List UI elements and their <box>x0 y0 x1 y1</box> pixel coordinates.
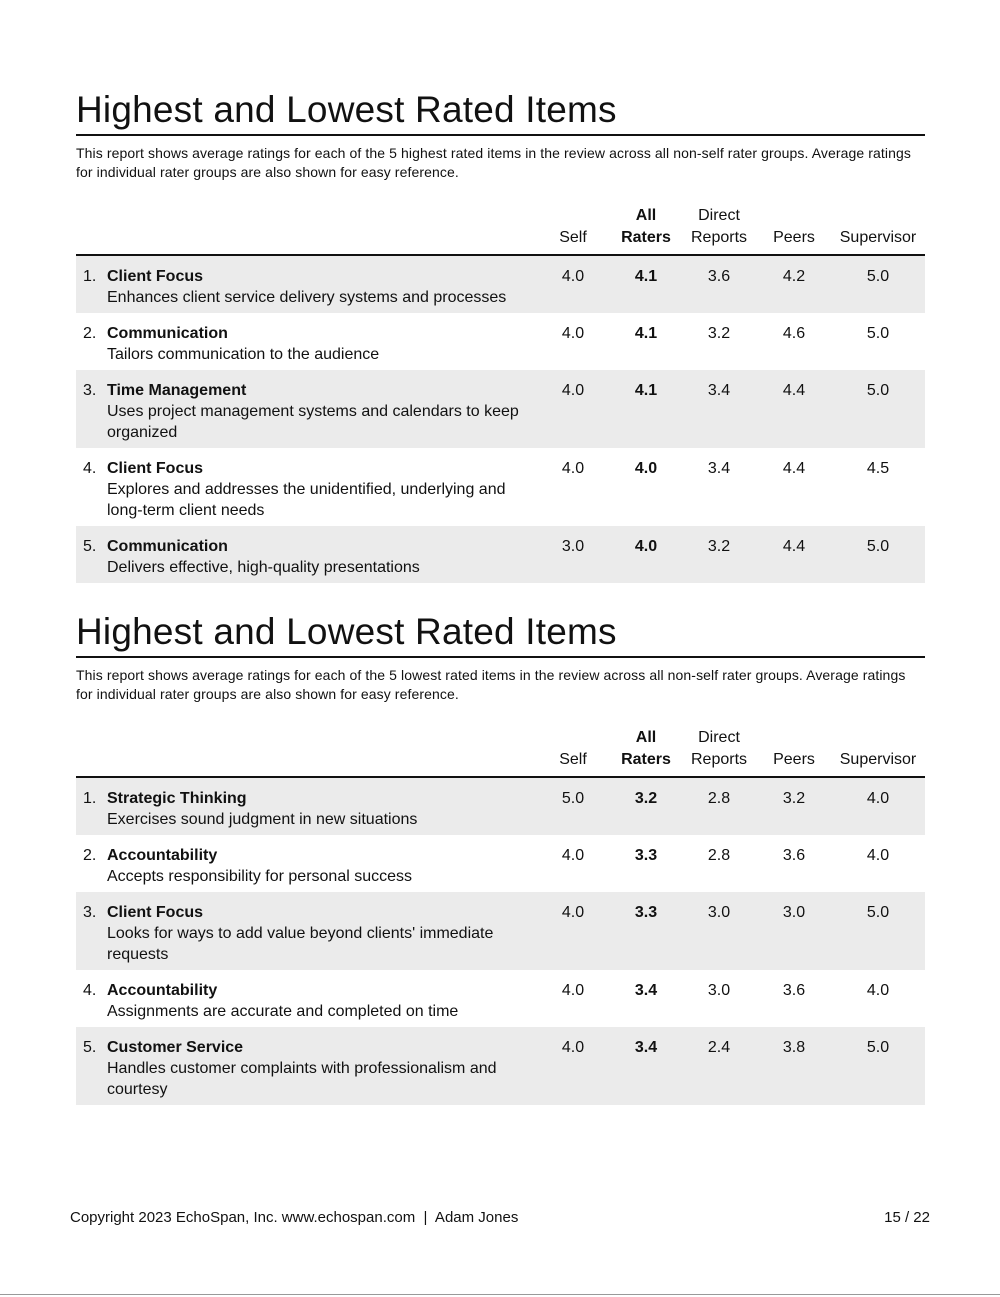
header-self <box>549 227 597 249</box>
rating-peers: 3.8 <box>782 1039 806 1056</box>
section-description: This report shows average ratings for each of the 5 highest rated items in the review across all non-self rater groups. Average ratings for individual rater groups are also shown for easy reference. <box>76 145 911 180</box>
footer-page-number: 15 / 22 <box>884 1209 930 1226</box>
header-all-raters-line: All <box>635 207 657 224</box>
header-direct-reports-line: Reports <box>690 751 748 768</box>
page-bottom-rule <box>0 1294 1000 1295</box>
header-peers-line: Peers <box>773 751 815 768</box>
item-text <box>107 266 527 308</box>
ratings-table <box>76 197 925 583</box>
rating-peers: 3.0 <box>782 904 806 921</box>
rating-self: 5.0 <box>561 790 585 807</box>
table-row <box>76 370 925 448</box>
competency-name: Client Focus <box>107 268 204 285</box>
table-row <box>76 256 925 313</box>
footer-copyright: Copyright 2023 EchoSpan, Inc. www.echospan.com | Adam Jones <box>70 1209 519 1226</box>
item-description: Looks for ways to add value beyond clients' immediate requests <box>107 925 494 963</box>
table-row <box>76 892 925 970</box>
item-text <box>107 980 527 1022</box>
rating-supervisor: 5.0 <box>866 325 890 342</box>
item-text <box>107 845 527 887</box>
section-lowest <box>76 610 925 1105</box>
competency-name: Client Focus <box>107 904 204 921</box>
item-description: Explores and addresses the unidentified, underlying and long-term client needs <box>107 481 506 519</box>
header-direct-reports-line: Direct <box>698 207 740 224</box>
competency-name: Communication <box>107 538 228 555</box>
rating-direct: 3.6 <box>707 268 731 285</box>
rating-all: 3.3 <box>634 904 658 921</box>
item-text <box>107 902 527 965</box>
header-all-raters <box>614 205 678 249</box>
rating-peers: 4.4 <box>782 382 806 399</box>
item-description: Exercises sound judgment in new situations <box>107 811 418 828</box>
table-row <box>76 778 925 835</box>
rating-supervisor: 5.0 <box>866 904 890 921</box>
table-row <box>76 526 925 583</box>
competency-name: Strategic Thinking <box>107 790 247 807</box>
rating-direct: 2.4 <box>707 1039 731 1056</box>
competency-name: Customer Service <box>107 1039 244 1056</box>
table-row <box>76 313 925 370</box>
header-all-raters-line: Raters <box>621 751 671 768</box>
row-number: 2. <box>83 847 97 864</box>
rating-self: 4.0 <box>561 268 585 285</box>
rating-self: 4.0 <box>561 904 585 921</box>
header-supervisor <box>833 749 923 771</box>
header-all-raters-line: Raters <box>621 229 671 246</box>
table-header <box>76 197 925 256</box>
rating-all: 4.0 <box>634 538 658 555</box>
ratings-table <box>76 719 925 1105</box>
row-number: 1. <box>83 268 97 285</box>
item-text <box>107 788 527 830</box>
rating-peers: 4.6 <box>782 325 806 342</box>
rating-peers: 4.2 <box>782 268 806 285</box>
header-direct-reports <box>686 205 752 249</box>
rating-direct: 3.4 <box>707 460 731 477</box>
rating-peers: 4.4 <box>782 538 806 555</box>
row-number: 3. <box>83 904 97 921</box>
competency-name: Time Management <box>107 382 247 399</box>
header-direct-reports-line: Direct <box>698 729 740 746</box>
rating-supervisor: 5.0 <box>866 538 890 555</box>
item-text <box>107 323 527 365</box>
rating-all: 4.1 <box>634 382 658 399</box>
item-text <box>107 536 527 578</box>
header-all-raters <box>614 727 678 771</box>
rating-self: 3.0 <box>561 538 585 555</box>
item-description: Tailors communication to the audience <box>107 346 380 363</box>
section-title: Highest and Lowest Rated Items <box>76 610 925 658</box>
rating-direct: 2.8 <box>707 847 731 864</box>
rating-self: 4.0 <box>561 1039 585 1056</box>
rating-direct: 3.0 <box>707 904 731 921</box>
rating-self: 4.0 <box>561 982 585 999</box>
rating-supervisor: 5.0 <box>866 268 890 285</box>
rating-all: 3.4 <box>634 1039 658 1056</box>
item-description: Delivers effective, high-quality presentations <box>107 559 420 576</box>
rating-supervisor: 5.0 <box>866 1039 890 1056</box>
rating-supervisor: 5.0 <box>866 382 890 399</box>
header-peers <box>766 749 822 771</box>
row-number: 4. <box>83 460 97 477</box>
rating-direct: 2.8 <box>707 790 731 807</box>
section-highest <box>76 88 925 583</box>
item-description: Uses project management systems and calendars to keep organized <box>107 403 519 441</box>
table-row <box>76 448 925 526</box>
header-supervisor-line: Supervisor <box>839 751 917 768</box>
row-number: 1. <box>83 790 97 807</box>
rating-supervisor: 4.0 <box>866 847 890 864</box>
row-number: 4. <box>83 982 97 999</box>
section-description: This report shows average ratings for each of the 5 lowest rated items in the review across all non-self rater groups. Average ratings for individual rater groups are also shown for easy reference. <box>76 667 906 702</box>
item-description: Enhances client service delivery systems and processes <box>107 289 507 306</box>
rating-direct: 3.2 <box>707 325 731 342</box>
rating-self: 4.0 <box>561 325 585 342</box>
header-direct-reports-line: Reports <box>690 229 748 246</box>
rating-self: 4.0 <box>561 382 585 399</box>
table-header <box>76 719 925 778</box>
item-description: Assignments are accurate and completed on time <box>107 1003 459 1020</box>
table-row <box>76 1027 925 1105</box>
competency-name: Accountability <box>107 847 218 864</box>
item-text <box>107 458 527 521</box>
rating-peers: 4.4 <box>782 460 806 477</box>
rating-direct: 3.2 <box>707 538 731 555</box>
header-all-raters-line: All <box>635 729 657 746</box>
rating-peers: 3.2 <box>782 790 806 807</box>
header-supervisor <box>833 227 923 249</box>
item-description: Accepts responsibility for personal success <box>107 868 413 885</box>
table-row <box>76 835 925 892</box>
rating-all: 3.2 <box>634 790 658 807</box>
competency-name: Accountability <box>107 982 218 999</box>
competency-name: Client Focus <box>107 460 204 477</box>
item-text <box>107 1037 527 1100</box>
rating-direct: 3.4 <box>707 382 731 399</box>
rating-direct: 3.0 <box>707 982 731 999</box>
rating-self: 4.0 <box>561 460 585 477</box>
row-number: 5. <box>83 1039 97 1056</box>
item-text <box>107 380 527 443</box>
rating-all: 4.0 <box>634 460 658 477</box>
row-number: 2. <box>83 325 97 342</box>
header-direct-reports <box>686 727 752 771</box>
rating-peers: 3.6 <box>782 847 806 864</box>
row-number: 3. <box>83 382 97 399</box>
header-self-line: Self <box>559 751 587 768</box>
rating-all: 3.4 <box>634 982 658 999</box>
rating-supervisor: 4.0 <box>866 982 890 999</box>
header-supervisor-line: Supervisor <box>839 229 917 246</box>
rating-all: 4.1 <box>634 325 658 342</box>
rating-peers: 3.6 <box>782 982 806 999</box>
rating-all: 3.3 <box>634 847 658 864</box>
rating-self: 4.0 <box>561 847 585 864</box>
table-row <box>76 970 925 1027</box>
item-description: Handles customer complaints with professionalism and courtesy <box>107 1060 497 1098</box>
competency-name: Communication <box>107 325 228 342</box>
rating-supervisor: 4.0 <box>866 790 890 807</box>
section-title: Highest and Lowest Rated Items <box>76 88 925 136</box>
row-number: 5. <box>83 538 97 555</box>
header-peers <box>766 227 822 249</box>
header-peers-line: Peers <box>773 229 815 246</box>
rating-all: 4.1 <box>634 268 658 285</box>
header-self <box>549 749 597 771</box>
rating-supervisor: 4.5 <box>866 460 890 477</box>
header-self-line: Self <box>559 229 587 246</box>
